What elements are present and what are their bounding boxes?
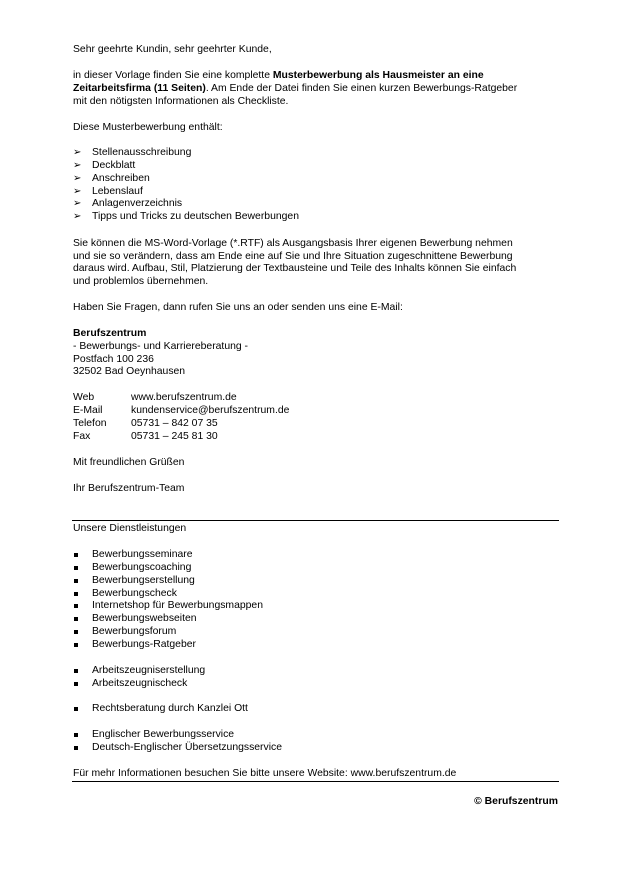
services-heading: Unsere Dienstleistungen <box>73 523 187 534</box>
square-bullet-icon <box>74 643 78 647</box>
square-bullet-icon <box>74 579 78 583</box>
city: 32502 Bad Oeynhausen <box>73 366 186 377</box>
contact-label: Fax <box>73 431 91 442</box>
service-item: Deutsch-Englischer Übersetzungsservice <box>92 742 282 753</box>
contents-item: Anlagenverzeichnis <box>92 198 183 209</box>
square-bullet-icon <box>74 566 78 570</box>
arrow-bullet-icon: ➢ <box>73 186 82 197</box>
contents-heading: Diese Musterbewerbung enthält: <box>73 122 223 133</box>
usage-line: daraus wird. Aufbau, Stil, Platzierung der Textbausteine und Teile des Inhalts können Sie einfach <box>73 263 517 274</box>
usage-line: und sie so verändern, dass am Ende eine auf Sie und Ihre Situation zugeschnittene Bewerbung <box>73 251 513 262</box>
contact-label: Web <box>73 392 95 403</box>
copyright: © Berufszentrum <box>474 796 558 807</box>
square-bullet-icon <box>74 733 78 737</box>
contact-row-email <box>73 405 289 418</box>
service-item: Rechtsberatung durch Kanzlei Ott <box>92 703 248 714</box>
po-box: Postfach 100 236 <box>73 354 154 365</box>
service-item: Bewerbungsforum <box>92 626 177 637</box>
contents-item: Deckblatt <box>92 160 136 171</box>
arrow-bullet-icon: ➢ <box>73 147 82 158</box>
service-item: Bewerbungscoaching <box>92 562 192 573</box>
square-bullet-icon <box>74 553 78 557</box>
fax-value: 05731 – 245 81 30 <box>131 431 218 442</box>
arrow-bullet-icon: ➢ <box>73 211 82 222</box>
usage-line: und problemlos übernehmen. <box>73 276 209 287</box>
email-link[interactable]: kundenservice@berufszentrum.de <box>131 405 290 416</box>
signature: Ihr Berufszentrum-Team <box>73 483 185 494</box>
service-item: Bewerbungserstellung <box>92 575 195 586</box>
square-bullet-icon <box>74 630 78 634</box>
square-bullet-icon <box>74 617 78 621</box>
contents-item: Stellenausschreibung <box>92 147 192 158</box>
service-item: Bewerbungs-Ratgeber <box>92 639 196 650</box>
service-item: Bewerbungscheck <box>92 588 177 599</box>
square-bullet-icon <box>74 682 78 686</box>
company-subtitle: - Bewerbungs- und Karriereberatung - <box>73 341 249 352</box>
intro-text: in dieser Vorlage finden Sie eine komplette <box>73 70 273 81</box>
intro-bold-2: Zeitarbeitsfirma (11 Seiten) <box>73 83 206 94</box>
arrow-bullet-icon: ➢ <box>73 198 82 209</box>
square-bullet-icon <box>74 707 78 711</box>
usage-line: Sie können die MS-Word-Vorlage (*.RTF) als Ausgangsbasis Ihrer eigenen Bewerbung nehmen <box>73 238 513 249</box>
intro-bold: Musterbewerbung als Hausmeister an eine <box>272 70 484 81</box>
salutation: Sehr geehrte Kundin, sehr geehrter Kunde, <box>73 44 272 55</box>
company-name: Berufszentrum <box>73 328 147 339</box>
intro-line-2 <box>73 83 517 96</box>
service-item: Arbeitszeugnischeck <box>92 678 188 689</box>
square-bullet-icon <box>74 669 78 673</box>
service-item: Internetshop für Bewerbungsmappen <box>92 600 263 611</box>
service-item: Arbeitszeugniserstellung <box>92 665 206 676</box>
contact-row-phone <box>73 418 218 431</box>
square-bullet-icon <box>74 592 78 596</box>
web-link[interactable]: www.berufszentrum.de <box>131 392 237 403</box>
contact-row-fax <box>73 431 218 444</box>
more-info-text: Für mehr Informationen besuchen Sie bitte unsere Website: www.berufszentrum.de <box>73 768 457 779</box>
arrow-bullet-icon: ➢ <box>73 160 82 171</box>
intro-text-2: . Am Ende der Datei finden Sie einen kurzen Bewerbungs-Ratgeber <box>205 83 518 94</box>
contact-label: Telefon <box>73 418 107 429</box>
square-bullet-icon <box>74 604 78 608</box>
service-item: Englischer Bewerbungsservice <box>92 729 235 740</box>
square-bullet-icon <box>74 746 78 750</box>
divider <box>72 781 559 782</box>
contact-label: E-Mail <box>73 405 103 416</box>
arrow-bullet-icon: ➢ <box>73 173 82 184</box>
phone-value: 05731 – 842 07 35 <box>131 418 218 429</box>
contents-item: Tipps und Tricks zu deutschen Bewerbungen <box>92 211 299 222</box>
questions-text: Haben Sie Fragen, dann rufen Sie uns an oder senden uns eine E-Mail: <box>73 302 403 313</box>
intro-line-1 <box>73 70 484 83</box>
contact-row-web <box>73 392 237 405</box>
contents-item: Lebenslauf <box>92 186 143 197</box>
closing: Mit freundlichen Grüßen <box>73 457 185 468</box>
intro-line-3: mit den nötigsten Informationen als Checkliste. <box>73 96 289 107</box>
contents-item: Anschreiben <box>92 173 150 184</box>
service-item: Bewerbungsseminare <box>92 549 193 560</box>
divider <box>72 520 559 521</box>
service-item: Bewerbungswebseiten <box>92 613 197 624</box>
